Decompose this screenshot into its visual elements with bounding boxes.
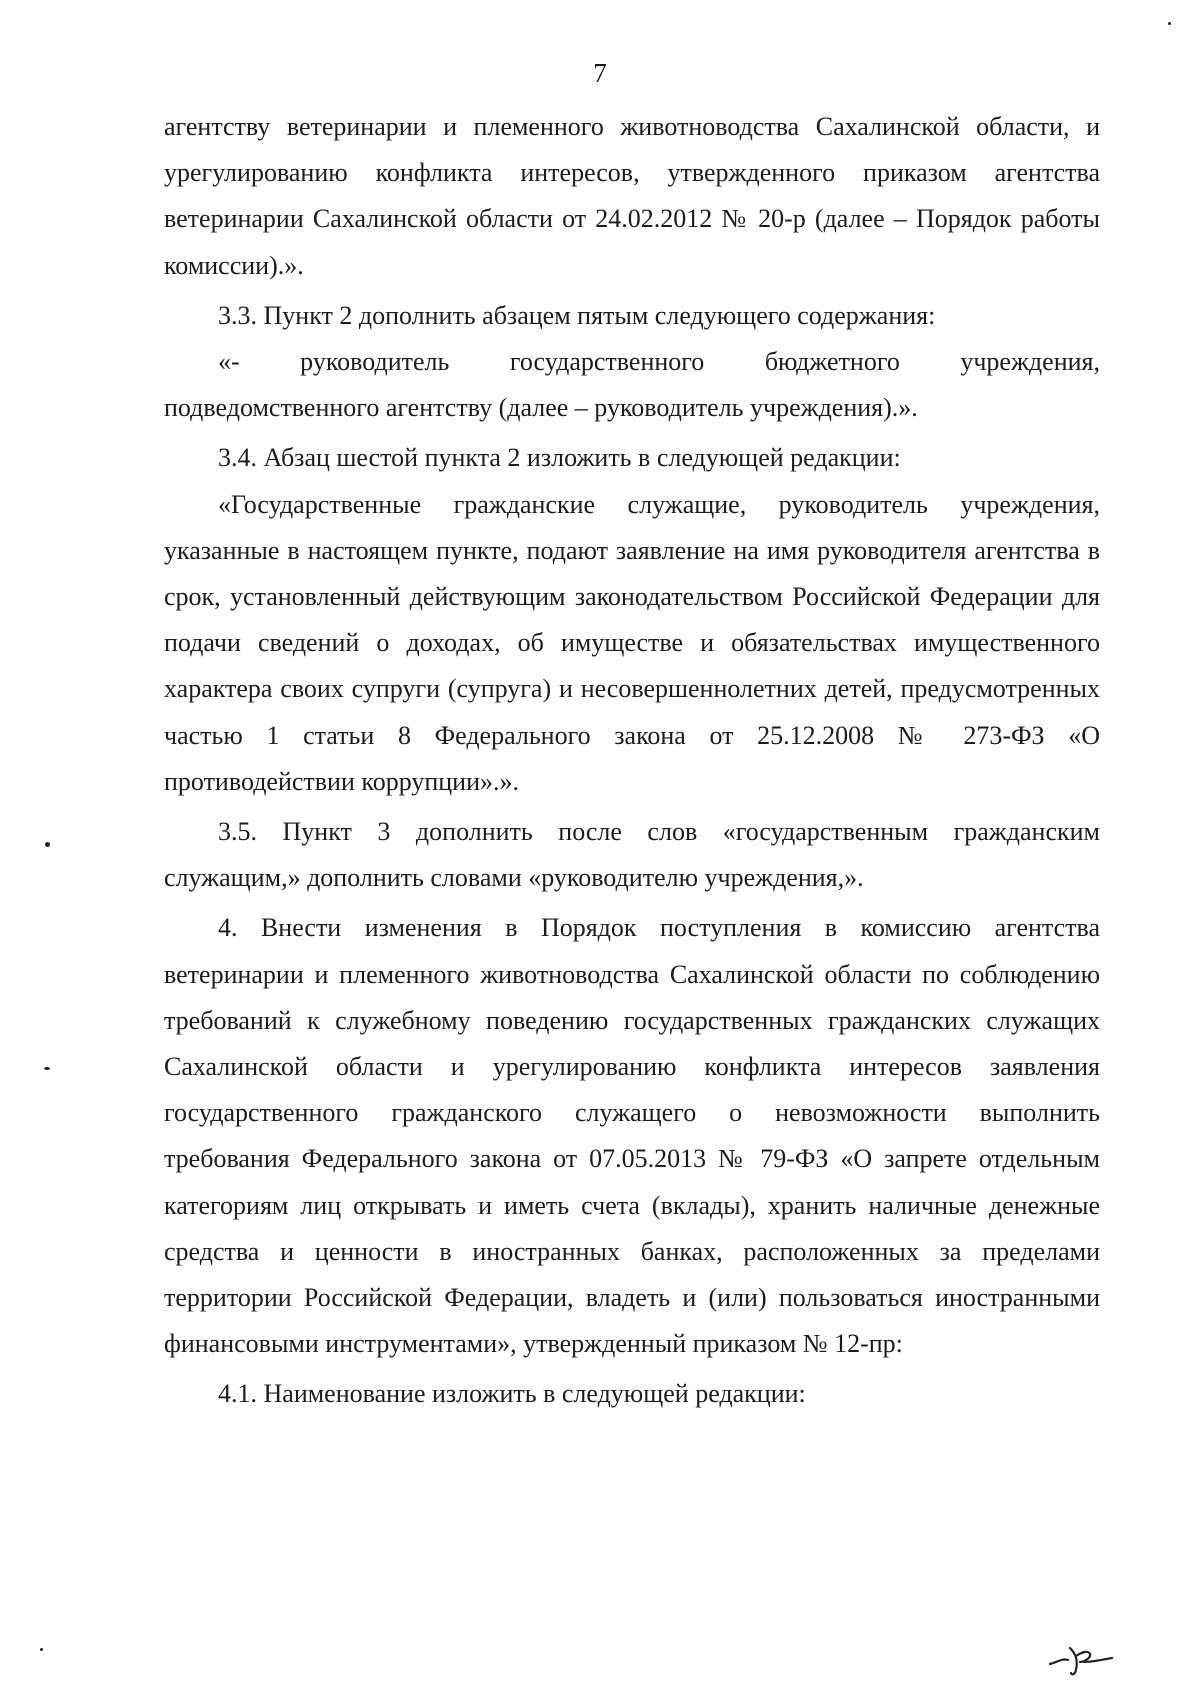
paragraph-4-1: 4.1. Наименование изложить в следующей редакции:	[218, 1379, 806, 1409]
signature-mark	[1046, 1640, 1116, 1680]
paragraph-continuation: агентству ветеринарии и племенного животноводства Сахалинской области, и урегулированию конфликта интересов, утвержденного приказом агентства ветеринарии Сахалинской области от 24.02.2012 № 20-р (далее – Порядок работы комиссии).».	[164, 112, 1100, 280]
scan-speck	[1168, 22, 1171, 25]
paragraph-3-3: 3.3. Пункт 2 дополнить абзацем пятым следующего содержания:	[218, 300, 936, 330]
scan-speck	[45, 842, 50, 847]
page-number: 7	[593, 58, 607, 88]
paragraph-3-3-quote: «- руководитель государственного бюджетного учреждения, подведомственного агентству (далее – руководитель учреждения).».	[164, 347, 1100, 423]
document-body	[164, 104, 1100, 1418]
scan-speck	[44, 1067, 50, 1070]
paragraph-3-4: 3.4. Абзац шестой пункта 2 изложить в следующей редакции:	[218, 443, 901, 473]
paragraph-3-5: 3.5. Пункт 3 дополнить после слов «государственным гражданским служащим,» дополнить словами «руководителю учреждения,».	[164, 817, 1100, 893]
scan-speck	[40, 1648, 43, 1651]
paragraph-4: 4. Внести изменения в Порядок поступления в комиссию агентства ветеринарии и племенного животноводства Сахалинской области по соблюдению требований к служебному поведению государственных гражданских служащих Сахалинской области и урегулированию конфликта интересов заявления государственного гражданского служащего о невозможности выполнить требования Федерального закона от 07.05.2013 № 79-ФЗ «О запрете отдельным категориям лиц открывать и иметь счета (вклады), хранить наличные денежные средства и ценности в иностранных банках, расположенных за пределами территории Российской Федерации, владеть и (или) пользоваться иностранными финансовыми инструментами», утвержденный приказом № 12-пр:	[164, 913, 1100, 1359]
paragraph-3-4-quote: «Государственные гражданские служащие, руководитель учреждения, указанные в настоящем пункте, подают заявление на имя руководителя агентства в срок, установленный действующим законодательством Российской Федерации для подачи сведений о доходах, об имуществе и обязательствах имущественного характера своих супруги (супруга) и несовершеннолетних детей, предусмотренных частью 1 статьи 8 Федерального закона от 25.12.2008 № 273-ФЗ «О противодействии коррупции».».	[164, 489, 1100, 796]
